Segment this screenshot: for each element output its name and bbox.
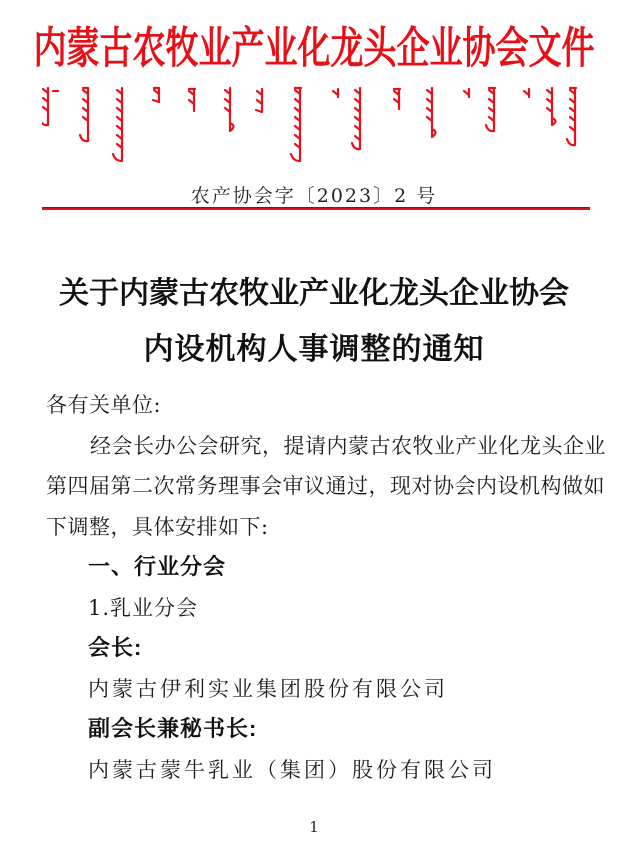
letterhead-org-title: 内蒙古农牧业产业化龙头企业协会文件 [33, 21, 595, 74]
paragraph-line-3: 下调整，具体安排如下: [46, 514, 269, 539]
doc-title-line2: 内设机构人事调整的通知 [143, 332, 485, 367]
role-label-president: 会长: [88, 635, 143, 660]
doc-number: 农产协会字〔2023〕2 号 [190, 185, 438, 207]
paragraph-line-1: 经会长办公会研究，提请内蒙古农牧业产业化龙头企业 [90, 433, 606, 458]
doc-title-line1: 关于内蒙古农牧业产业化龙头企业协会 [59, 276, 569, 311]
red-divider-line [42, 207, 590, 210]
page-number: 1 [309, 818, 319, 836]
mongolian-script-icon [42, 85, 590, 165]
paragraph-line-2: 第四届第二次常务理事会审议通过，现对协会内设机构做如 [46, 474, 605, 498]
section-heading-industry-branches: 一、行业分会 [88, 554, 227, 579]
document-body [46, 385, 606, 790]
role-label-vice-president-secretary: 副会长兼秘书长: [88, 716, 258, 741]
company-name-mengniu: 内蒙古蒙牛乳业（集团）股份有限公司 [88, 757, 496, 782]
salutation: 各有关单位: [46, 393, 162, 417]
subsection-heading-dairy-branch: 1.乳业分会 [88, 595, 199, 620]
company-name-yili: 内蒙古伊利实业集团股份有限公司 [88, 676, 448, 701]
